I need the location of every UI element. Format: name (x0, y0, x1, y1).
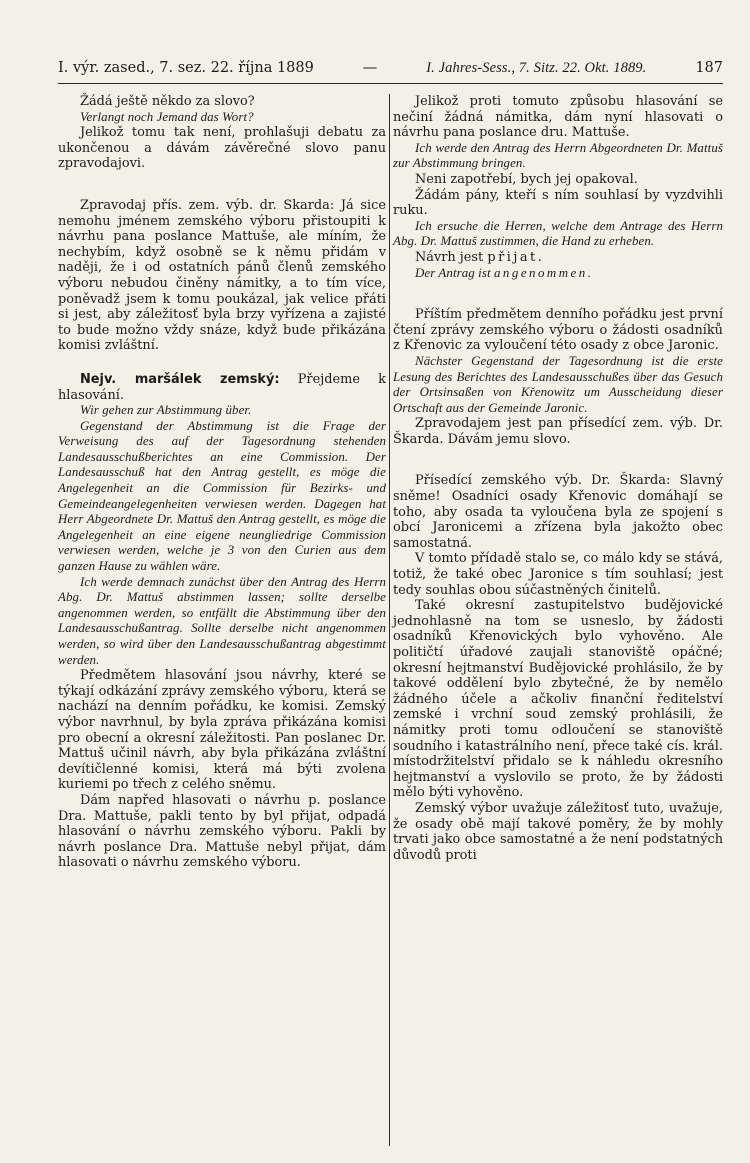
spacer (58, 172, 386, 198)
paragraph-german: Ich werde demnach zunächst über den Antrag des Herrn Abg. Dr. Mattuš abstimmen lassen; sollte derselbe angenommen werden, so entfällt die Abstimmung über den Landesausschußantrag. Sollte derselbe nicht angenommen werden, so wird über den Landesausschußantrag abgestimmt werden. (58, 574, 386, 667)
paragraph: Dám napřed hlasovati o návrhu p. poslance Dra. Mattuše, pakli tento by byl přijat, odpadá hlasování o návrhu zemského výboru. Pakli by návrh poslance Dra. Mattuše nebyl přijat, dám hlasovati o návrhu zemského výboru. (58, 792, 386, 871)
result-lead: Der Antrag ist (415, 265, 491, 280)
paragraph: Zpravodajem jest pan přísedící zem. výb. Dr. Škarda. Dávám jemu slovo. (393, 416, 723, 447)
paragraph: Předmětem hlasování jsou návrhy, které se týkají odkázání zprávy zemského výboru, která se nachází na denním pořádku, ke komisi. Zemský výbor navrhnul, by byla zpráva přikázána komisi pro obecní a okresní záležitosti. Pan poslanec Dr. Mattuš učinil návrh, aby byla přikázána zvláštní devítičlenné komisi, která má býti zvolena kuriemi po třech z celého sněmu. (58, 668, 386, 793)
paragraph: Zemský výbor uvažuje záležitosť tuto, uvažuje, že osady obě mají takové poměry, že by mohly trvati jako obce samostatné a že není podstatných důvodů proti (393, 800, 723, 863)
result-lead: Návrh jest (415, 249, 484, 265)
right-column (393, 94, 723, 863)
result-german (393, 266, 723, 282)
column-divider (389, 94, 390, 1146)
paragraph: Žádá ještě někdo za slovo? (80, 94, 255, 109)
result-word: angenommen. (493, 265, 594, 280)
result-czech (393, 250, 723, 266)
header-german: I. Jahres-Sess., 7. Sitz. 22. Okt. 1889. (426, 60, 647, 76)
paragraph-german: Gegenstand der Abstimmung ist die Frage der Verweisung des auf der Tagesordnung stehenden Landesausschußberichtes an eine Commission. Der Landesausschuß hat den Antrag gestellt, es möge die Angelegenheit an die Commission für Bezirks- und Gemeindeangelegenheiten verwiesen werden. Dagegen hat Herr Abgeordnete Dr. Mattuš den Antrag gestellt, es möge die Angelegenheit an eine eigene neungliedrige Commission verwiesen werden, welche je 3 von den Curien aus dem ganzen Hause zu wählen wäre. (58, 418, 386, 574)
paragraph-german: Verlangt noch Jemand das Wort? (80, 109, 254, 124)
speech-reporter (393, 473, 723, 551)
header-rule (58, 83, 723, 84)
paragraph: Příštím předmětem denního pořádku jest první čtení zprávy zemského výboru o žádosti osadníků z Křenovic za vyloučení této osady z obce Jaronic. (393, 307, 723, 354)
paragraph: Jelikož tomu tak není, prohlašuji debatu za ukončenou a dávám závěrečné slovo panu zpravodajovi. (58, 125, 386, 172)
speech-text: Slavný sněme! Osadníci osady Křenovic domáhají se toho, aby osada ta vyloučena byla ze spojení s obcí Jaronicemi a zřízena byla jakožto obec samostatná. (393, 473, 723, 551)
paragraph: Také okresní zastupitelstvo budějovické jednohlasně na tom se usneslo, by žádosti osadníků Křenovických bylo vyhověno. Ale političtí úřadové zaujali stanoviště opáčné; okresní hejtmanství Budějovické prohlásilo, že by takové oddělení bylo zbytečné, že by nemělo žádného účele a ačkoliv finanční ředitelství zemské i vrchní soud zemský prohlásili, že námitky proti tomu odloučení se stanoviště soudního i katastrálního není, přece také cís. král. místodržitelství přidalo se k náhledu okresního hejtmanství a vyslovilo se proto, že by žádosti mělo býti vyhověno. (393, 598, 723, 801)
speech-text: Přejdeme k hlasování. (58, 371, 386, 403)
speaker-name: Nejv. maršálek zemský: (80, 371, 280, 387)
left-column (58, 94, 386, 871)
speech-text: Já sice nemohu jménem zemského výboru přistoupiti k návrhu pana poslance Mattuše, ale míním, že nechybím, když osobně se k němu přidám v naději, že i od ostatních pánů členů zemského výboru nebudou činěny námitky, a to tím více, poněvadž jsem k tomu poukázal, jak velice přáti si jest, aby záležitosť byla brzy vyřízena a zajisté to bude možno vždy snáze, když bude přikázána komisi zvláštní. (58, 197, 386, 354)
paragraph: V tomto přídadě stalo se, co málo kdy se stává, totiž, že také obec Jaronice s tím souhlasí; jest tedy souhlas obou súčastněných činitelů. (393, 551, 723, 598)
paragraph: Žádám pány, kteří s ním souhlasí by vyzdvihli ruku. (393, 187, 723, 219)
paragraph: Neni zapotřebí, bych jej opakoval. (415, 171, 638, 187)
paragraph-german: Nächster Gegenstand der Tagesordnung ist die erste Lesung des Berichtes des Landesausschußes über das Gesuch der Ortsinsaßen von Křenowitz um Ausscheidung dieser Ortschaft aus der Gemeinde Jaronic. (393, 353, 723, 415)
speaker-name: Zpravodaj přís. zem. výb. dr. Skarda: (80, 197, 335, 213)
speaker-name: Přísedící zemského výb. Dr. Škarda: (415, 473, 671, 489)
spacer (58, 354, 386, 372)
paragraph-german: Ich werde den Antrag des Herrn Abgeordneten Dr. Mattuš zur Abstimmung bringen. (393, 140, 723, 171)
paragraph-german: Ich ersuche die Herren, welche dem Antrage des Herrn Abg. Dr. Mattuš zustimmen, die Hand zu erheben. (393, 218, 723, 249)
spacer (393, 281, 723, 307)
header-czech: I. výr. zased., 7. sez. 22. října 1889 (58, 60, 314, 76)
header-separator: — (362, 60, 378, 76)
speech-marshal (58, 372, 386, 403)
running-header (58, 60, 723, 77)
spacer (393, 447, 723, 473)
paragraph-german: Wir gehen zur Abstimmung über. (80, 403, 252, 418)
page-number: 187 (695, 60, 723, 76)
speech-reporter (58, 198, 386, 354)
result-word: přijat. (487, 249, 545, 265)
paragraph: Jelikož proti tomuto způsobu hlasování se nečiní žádná námitka, dám nyní hlasovati o návrhu pana poslance dru. Mattuše. (393, 94, 723, 141)
